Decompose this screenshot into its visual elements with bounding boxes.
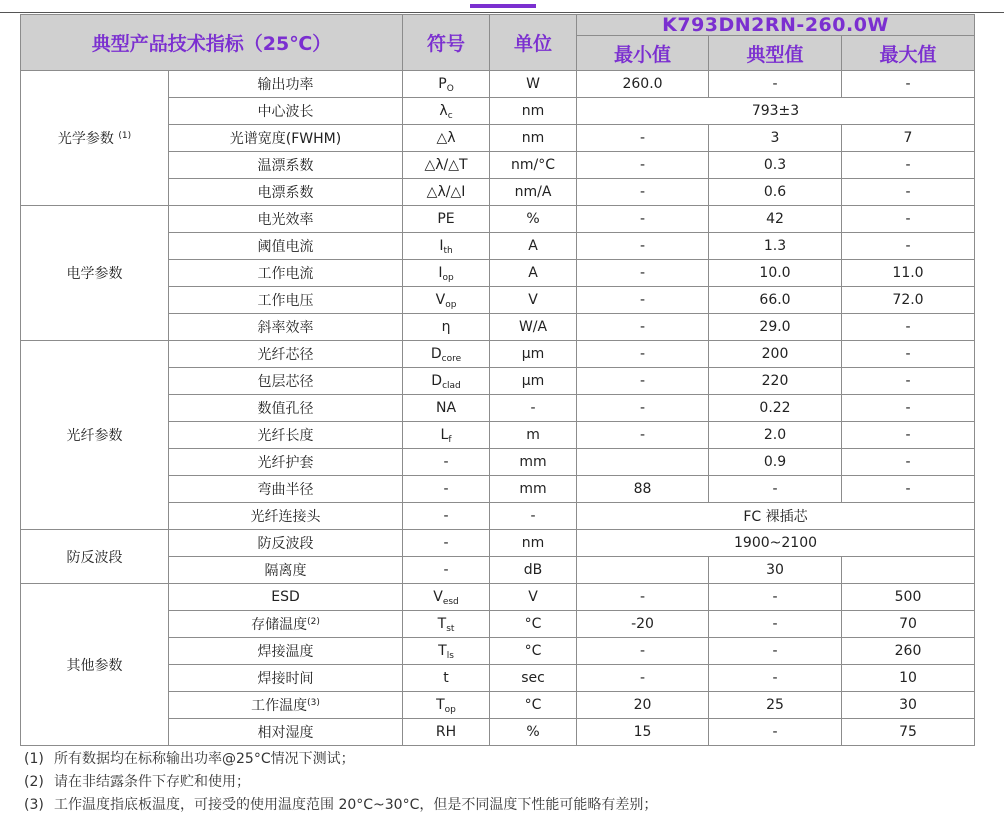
param-symbol: $T_{ls}$ — [403, 638, 490, 665]
param-min: - — [577, 584, 709, 611]
param-typ: 0.22 — [709, 395, 842, 422]
param-typ: 1.3 — [709, 233, 842, 260]
param-symbol: - — [403, 557, 490, 584]
param-min: - — [577, 341, 709, 368]
header-model — [577, 15, 975, 36]
param-min: - — [577, 665, 709, 692]
param-max: - — [842, 206, 975, 233]
param-symbol: PE — [403, 206, 490, 233]
param-max: 30 — [842, 692, 975, 719]
param-symbol: NA — [403, 395, 490, 422]
header-unit: 单位 — [490, 15, 577, 71]
param-unit: W — [490, 71, 577, 98]
param-unit: % — [490, 206, 577, 233]
group-label-other: 其他参数 — [21, 584, 169, 746]
param-unit: A — [490, 260, 577, 287]
param-max: - — [842, 71, 975, 98]
param-symbol: η — [403, 314, 490, 341]
param-symbol: △λ/△T — [403, 152, 490, 179]
footnote-3: (3) 工作温度指底板温度，可接受的使用温度范围 20°C~30°C，但是不同温度下性能可能略有差别； — [24, 797, 658, 813]
param-unit: μm — [490, 341, 577, 368]
param-typ: - — [709, 638, 842, 665]
param-max: - — [842, 233, 975, 260]
param-typ: 30 — [709, 557, 842, 584]
param-name: 光纤芯径 — [169, 341, 403, 368]
table-body — [21, 71, 975, 746]
param-name: 光谱宽度(FWHM) — [169, 125, 403, 152]
param-name: 工作电压 — [169, 287, 403, 314]
param-max: 75 — [842, 719, 975, 746]
param-symbol: $L_f$ — [403, 422, 490, 449]
param-max: - — [842, 179, 975, 206]
param-max: - — [842, 341, 975, 368]
param-name: 斜率效率 — [169, 314, 403, 341]
param-name: 中心波长 — [169, 98, 403, 125]
group-label-antireflect: 防反波段 — [21, 530, 169, 584]
param-min: - — [577, 125, 709, 152]
header-title: 典型产品技术指标（25℃） — [21, 15, 403, 71]
param-name: ESD — [169, 584, 403, 611]
param-max: 70 — [842, 611, 975, 638]
param-min: - — [577, 260, 709, 287]
group-label-optical: 光学参数 $^{(1)}$ — [21, 71, 169, 206]
param-unit: sec — [490, 665, 577, 692]
param-min: - — [577, 233, 709, 260]
param-span-value: 1900~2100 — [577, 530, 975, 557]
header-typ: 典型值 — [709, 36, 842, 71]
param-typ: 25 — [709, 692, 842, 719]
param-min: - — [577, 368, 709, 395]
param-unit: V — [490, 584, 577, 611]
param-name: 包层芯径 — [169, 368, 403, 395]
param-name: 存储温度$^{(2)}$ — [169, 611, 403, 638]
param-unit: m — [490, 422, 577, 449]
param-max: - — [842, 395, 975, 422]
param-min: - — [577, 287, 709, 314]
param-name: 隔离度 — [169, 557, 403, 584]
param-symbol: $P_O$ — [403, 71, 490, 98]
param-name: 光纤护套 — [169, 449, 403, 476]
param-max: 72.0 — [842, 287, 975, 314]
param-typ: 0.6 — [709, 179, 842, 206]
param-name: 光纤连接头 — [169, 503, 403, 530]
param-name: 防反波段 — [169, 530, 403, 557]
param-unit: % — [490, 719, 577, 746]
param-min: - — [577, 422, 709, 449]
param-symbol: - — [403, 530, 490, 557]
param-name: 弯曲半径 — [169, 476, 403, 503]
header-min: 最小值 — [577, 36, 709, 71]
param-min: 88 — [577, 476, 709, 503]
param-symbol: - — [403, 476, 490, 503]
param-name: 光纤长度 — [169, 422, 403, 449]
param-typ: - — [709, 719, 842, 746]
param-typ: - — [709, 584, 842, 611]
param-min — [577, 557, 709, 584]
param-symbol: t — [403, 665, 490, 692]
param-typ: - — [709, 665, 842, 692]
param-min: 15 — [577, 719, 709, 746]
param-typ: - — [709, 611, 842, 638]
param-min: - — [577, 395, 709, 422]
param-name: 工作电流 — [169, 260, 403, 287]
footnote-2: (2) 请在非结露条件下存贮和使用； — [24, 774, 250, 790]
footnotes — [24, 748, 657, 817]
param-min: - — [577, 206, 709, 233]
param-unit: - — [490, 395, 577, 422]
table-header — [21, 15, 975, 71]
param-name: 焊接时间 — [169, 665, 403, 692]
header-symbol: 符号 — [403, 15, 490, 71]
param-typ: 29.0 — [709, 314, 842, 341]
param-max: - — [842, 314, 975, 341]
param-symbol: - — [403, 503, 490, 530]
param-name: 阈值电流 — [169, 233, 403, 260]
param-typ: 0.3 — [709, 152, 842, 179]
param-unit: mm — [490, 449, 577, 476]
param-unit: V — [490, 287, 577, 314]
param-span-value: FC 裸插芯 — [577, 503, 975, 530]
group-label-fiber: 光纤参数 — [21, 341, 169, 530]
param-typ: 0.9 — [709, 449, 842, 476]
param-unit: nm/A — [490, 179, 577, 206]
param-symbol: $T_{st}$ — [403, 611, 490, 638]
param-max: - — [842, 449, 975, 476]
param-symbol: - — [403, 449, 490, 476]
param-max — [842, 557, 975, 584]
param-typ: 3 — [709, 125, 842, 152]
param-typ: 66.0 — [709, 287, 842, 314]
param-max: - — [842, 152, 975, 179]
param-unit: mm — [490, 476, 577, 503]
param-typ: - — [709, 71, 842, 98]
group-label-electrical: 电学参数 — [21, 206, 169, 341]
param-typ: 200 — [709, 341, 842, 368]
param-unit: - — [490, 503, 577, 530]
model-number: K793DN2RN-260.0W — [662, 14, 889, 36]
header-max: 最大值 — [842, 36, 975, 71]
spec-table — [20, 14, 975, 746]
param-typ: 42 — [709, 206, 842, 233]
param-name: 工作温度$^{(3)}$ — [169, 692, 403, 719]
param-typ: - — [709, 476, 842, 503]
param-name: 焊接温度 — [169, 638, 403, 665]
param-symbol: RH — [403, 719, 490, 746]
param-name: 输出功率 — [169, 71, 403, 98]
param-name: 数值孔径 — [169, 395, 403, 422]
param-max: 11.0 — [842, 260, 975, 287]
param-min: 260.0 — [577, 71, 709, 98]
param-unit: nm — [490, 530, 577, 557]
table-row — [21, 341, 975, 368]
param-max: - — [842, 476, 975, 503]
param-name: 电光效率 — [169, 206, 403, 233]
param-name: 温漂系数 — [169, 152, 403, 179]
param-min: - — [577, 152, 709, 179]
param-max: 500 — [842, 584, 975, 611]
param-max: 7 — [842, 125, 975, 152]
param-typ: 10.0 — [709, 260, 842, 287]
footnote-1: (1) 所有数据均在标称输出功率@25°C情况下测试； — [24, 751, 355, 767]
top-accent-bar — [470, 4, 536, 8]
param-symbol: $I_{op}$ — [403, 260, 490, 287]
param-unit: nm — [490, 125, 577, 152]
param-unit: A — [490, 233, 577, 260]
param-unit: dB — [490, 557, 577, 584]
param-name: 电漂系数 — [169, 179, 403, 206]
param-symbol: $V_{esd}$ — [403, 584, 490, 611]
param-span-value: 793±3 — [577, 98, 975, 125]
table-row — [21, 206, 975, 233]
param-max: - — [842, 368, 975, 395]
param-symbol: $V_{op}$ — [403, 287, 490, 314]
param-typ: 220 — [709, 368, 842, 395]
table-row — [21, 530, 975, 557]
param-min — [577, 449, 709, 476]
param-unit: °C — [490, 692, 577, 719]
param-symbol: $D_{core}$ — [403, 341, 490, 368]
param-min: -20 — [577, 611, 709, 638]
param-symbol: △λ/△I — [403, 179, 490, 206]
param-unit: nm — [490, 98, 577, 125]
table-row — [21, 584, 975, 611]
param-max: - — [842, 422, 975, 449]
param-symbol: $\lambda_c$ — [403, 98, 490, 125]
param-symbol: △λ — [403, 125, 490, 152]
param-min: 20 — [577, 692, 709, 719]
param-min: - — [577, 638, 709, 665]
top-rule — [0, 12, 1004, 13]
param-min: - — [577, 314, 709, 341]
param-typ: 2.0 — [709, 422, 842, 449]
param-min: - — [577, 179, 709, 206]
param-max: 10 — [842, 665, 975, 692]
param-symbol: $I_{th}$ — [403, 233, 490, 260]
param-symbol: $D_{clad}$ — [403, 368, 490, 395]
param-unit: μm — [490, 368, 577, 395]
param-unit: °C — [490, 638, 577, 665]
param-unit: °C — [490, 611, 577, 638]
param-symbol: $T_{op}$ — [403, 692, 490, 719]
table-row — [21, 71, 975, 98]
param-unit: nm/°C — [490, 152, 577, 179]
param-unit: W/A — [490, 314, 577, 341]
param-name: 相对湿度 — [169, 719, 403, 746]
param-max: 260 — [842, 638, 975, 665]
